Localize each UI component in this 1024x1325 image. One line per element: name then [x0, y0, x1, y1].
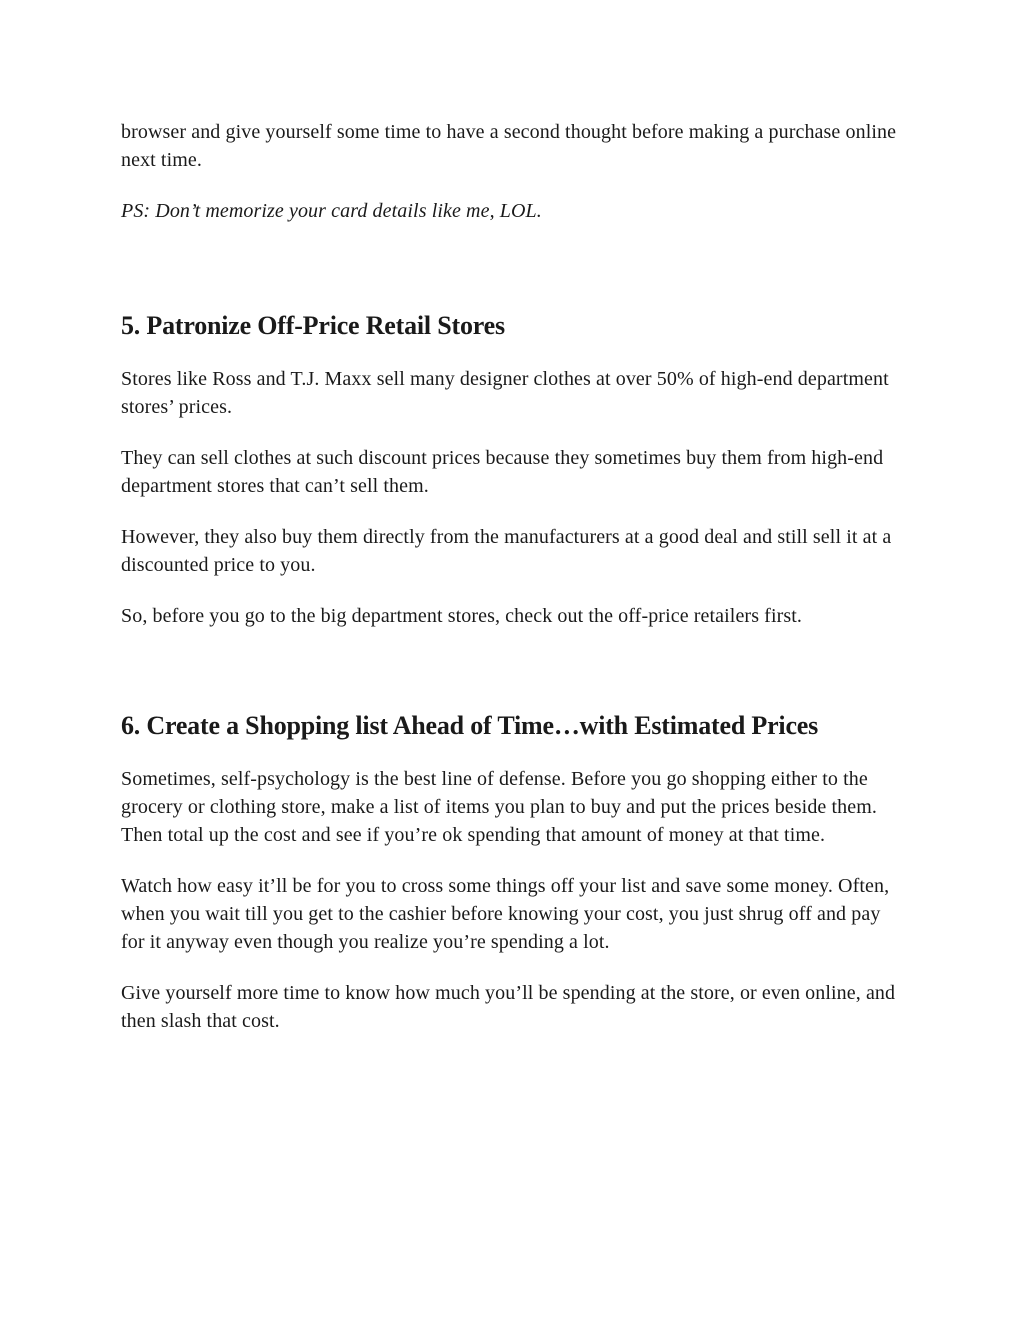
document-page — [121, 118, 901, 1035]
section-5-paragraph: However, they also buy them directly from the manufacturers at a good deal and still sell it at a discounted price to you. — [121, 526, 892, 576]
ps-note: PS: Don’t memorize your card details like me, LOL. — [121, 200, 542, 222]
section-6-paragraph: Watch how easy it’ll be for you to cross some things off your list and save some money. Often, when you wait till you get to the cashier before knowing your cost, you just shrug off and pay for it anyway even though you realize you’re spending a lot. — [121, 875, 890, 953]
section-5-paragraph: So, before you go to the big department stores, check out the off-price retailers first. — [121, 605, 802, 627]
intro-paragraph: browser and give yourself some time to have a second thought before making a purchase online next time. — [121, 121, 897, 171]
section-6-paragraph: Sometimes, self-psychology is the best line of defense. Before you go shopping either to the grocery or clothing store, make a list of items you plan to buy and put the prices beside them. Then total up the cost and see if you’re ok spending that amount of money at that time. — [121, 768, 877, 846]
section-5-paragraph: They can sell clothes at such discount prices because they sometimes buy them from high-end department stores that can’t sell them. — [121, 447, 884, 497]
section-6-paragraph: Give yourself more time to know how much you’ll be spending at the store, or even online, and then slash that cost. — [121, 982, 896, 1032]
section-6-heading: 6. Create a Shopping list Ahead of Time…with Estimated Prices — [121, 711, 819, 740]
section-5-heading: 5. Patronize Off-Price Retail Stores — [121, 311, 505, 340]
section-5-paragraph: Stores like Ross and T.J. Maxx sell many designer clothes at over 50% of high-end department stores’ prices. — [121, 368, 889, 418]
